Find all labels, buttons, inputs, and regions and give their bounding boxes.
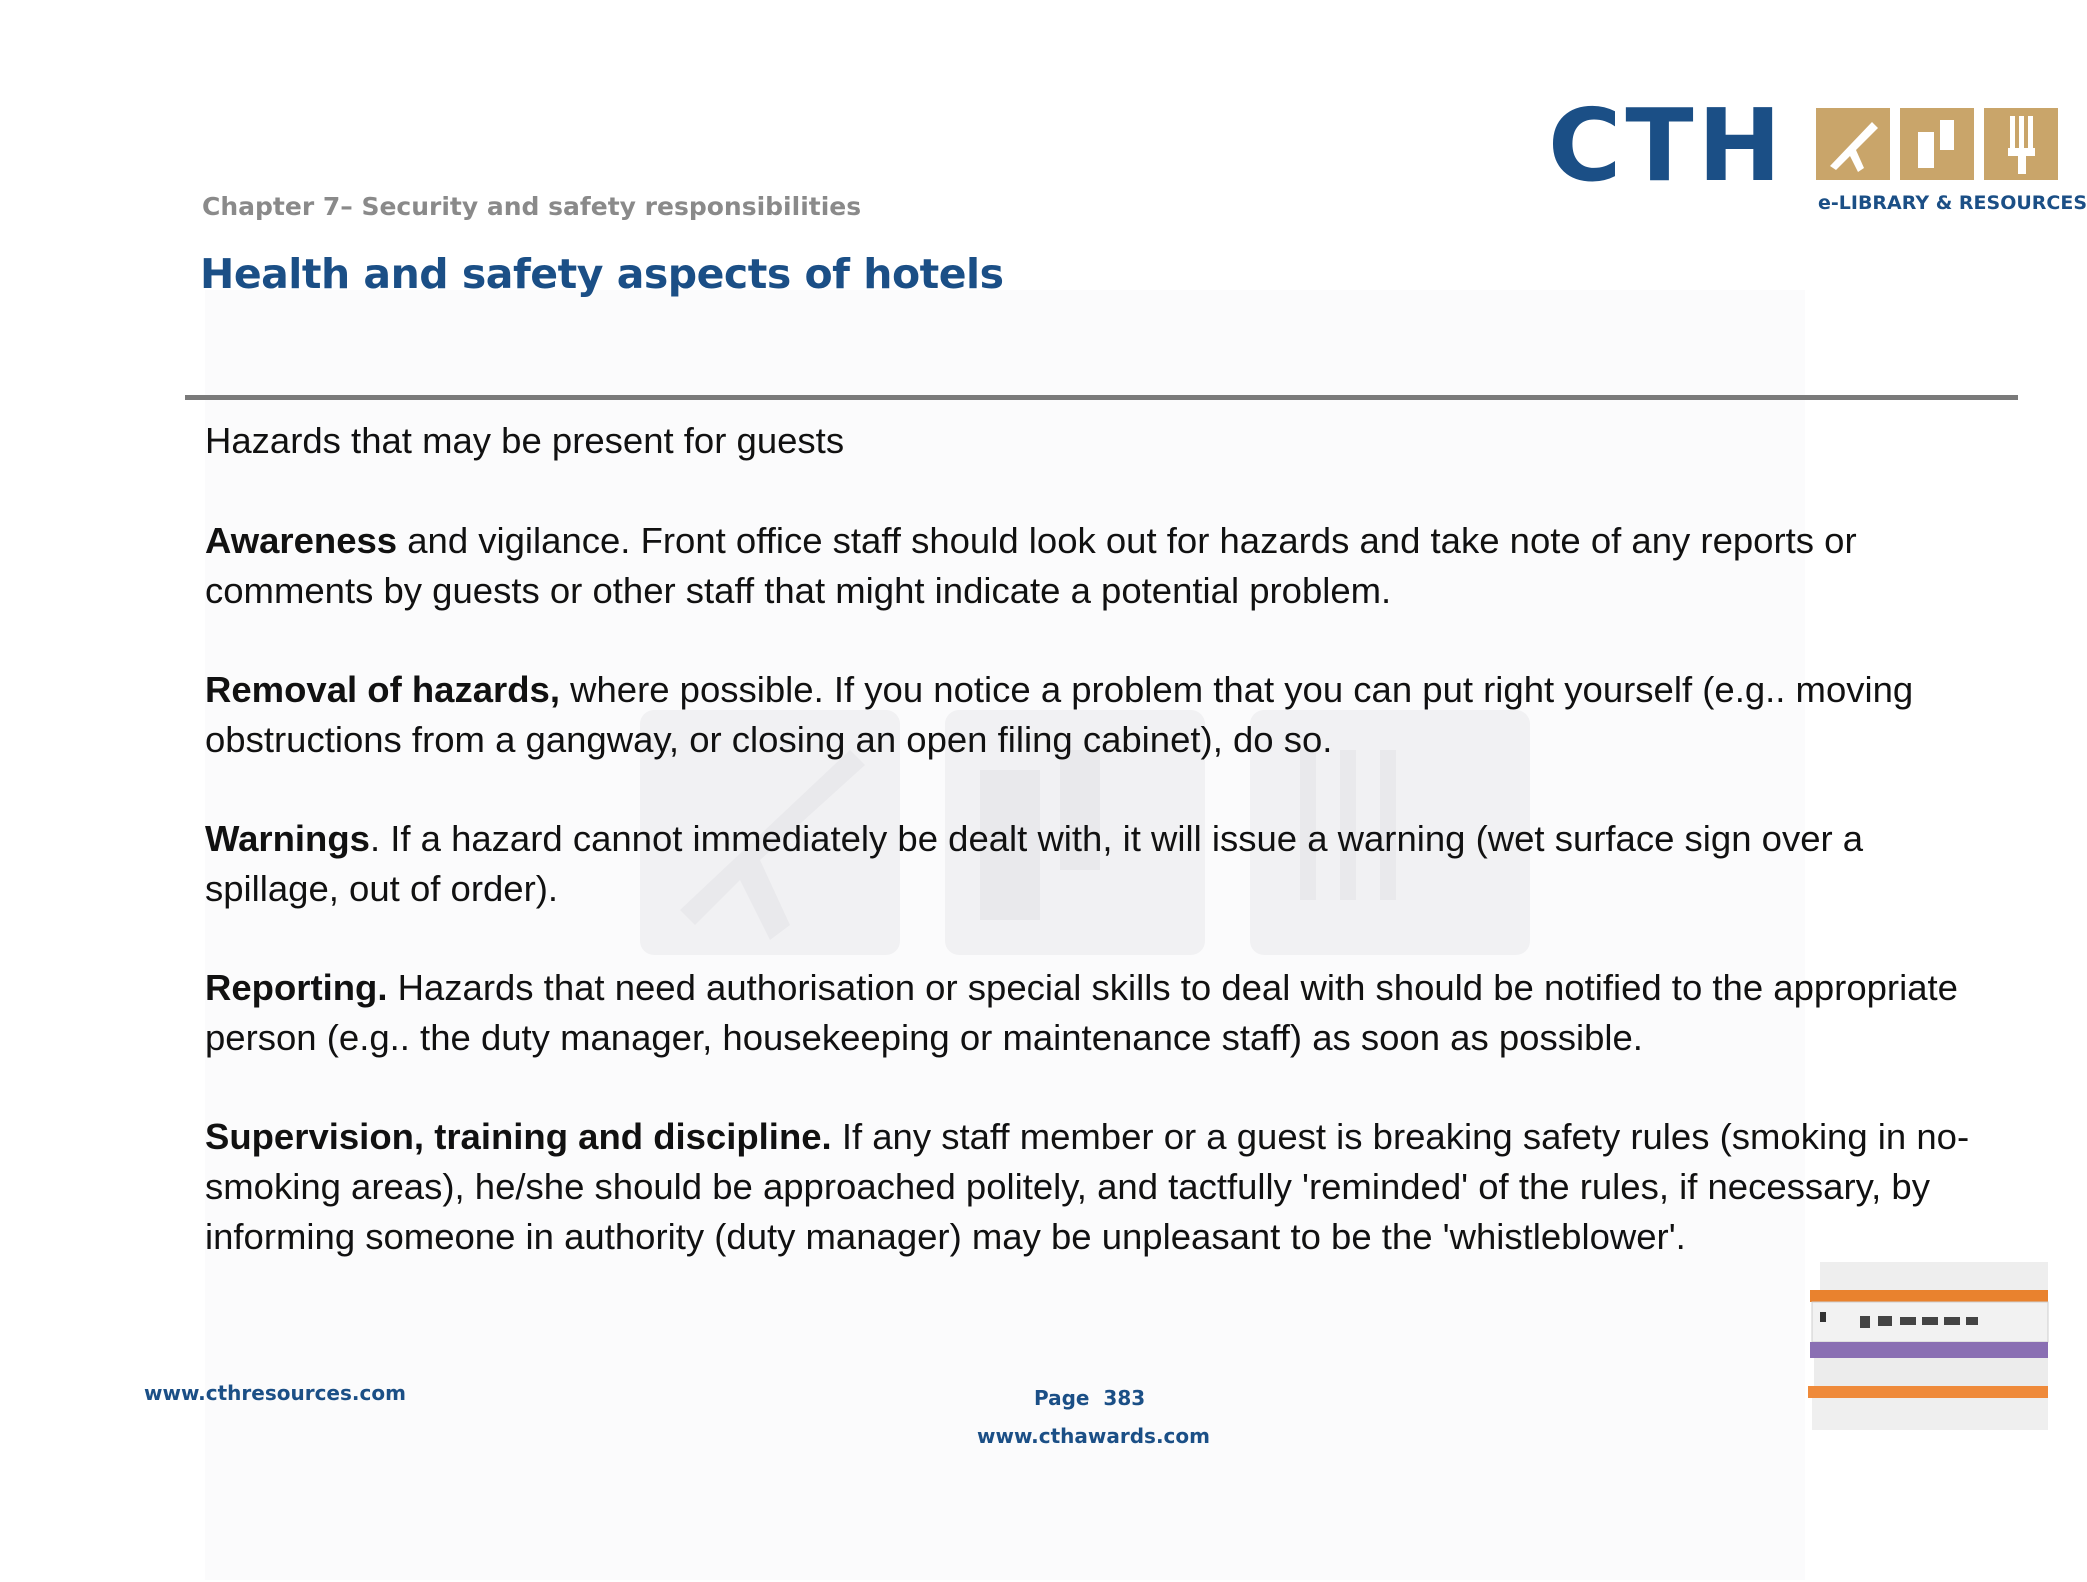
main-content <box>205 416 1995 1311</box>
logo-tiles <box>1816 108 2058 180</box>
paragraph-text: and vigilance. Front office staff should look out for hazards and take note of any reports or comments by guests or other staff that might indicate a potential problem. <box>205 520 1857 611</box>
paragraph-removal <box>205 665 1995 765</box>
footer-resources-link[interactable]: www.cthresources.com <box>144 1381 406 1405</box>
paragraph-text: . If a hazard cannot immediately be dealt with, it will issue a warning (wet surface sign over a spillage, out of order). <box>205 818 1864 909</box>
cth-logo <box>1548 87 2087 226</box>
header-divider <box>185 395 2018 400</box>
logo-wordmark: CTH <box>1548 87 1786 204</box>
paragraph-awareness <box>205 516 1995 616</box>
chapter-label: Chapter 7– Security and safety responsibilities <box>202 192 862 221</box>
plane-icon <box>1816 108 1890 180</box>
paragraph-text: where possible. If you notice a problem that you can put right yourself (e.g.. moving obstructions from a gangway, or closing an open filing cabinet), do so. <box>205 669 1914 760</box>
paragraph-text: Hazards that need authorisation or special skills to deal with should be notified to the appropriate person (e.g.. the duty manager, housekeeping or maintenance staff) as soon as possible. <box>205 967 1958 1058</box>
paragraph-lead: Removal of hazards, <box>205 669 560 710</box>
paragraph-supervision <box>205 1112 1995 1262</box>
paragraph-lead: Reporting. <box>205 967 388 1008</box>
section-subheading: Hazards that may be present for guests <box>205 420 845 461</box>
drink-icon <box>1900 108 1974 180</box>
paragraph-reporting <box>205 963 1995 1063</box>
page-number: Page 383 <box>1034 1386 1146 1410</box>
paragraph-text: If any staff member or a guest is breaking safety rules (smoking in no-smoking areas), he/she should be approached politely, and tactfully 'reminded' of the rules, if necessary, by informing someone in authority (duty manager) may be unpleasant to be the 'whistleblower'. <box>205 1116 1970 1257</box>
books-stack-image <box>1800 1262 2048 1432</box>
footer-awards-link[interactable]: www.cthawards.com <box>977 1424 1210 1448</box>
paragraph-lead: Warnings <box>205 818 370 859</box>
logo-subtitle: e-LIBRARY & RESOURCES <box>1818 192 2087 214</box>
paragraph-warnings <box>205 814 1995 914</box>
fork-icon <box>1984 108 2058 180</box>
page-title: Health and safety aspects of hotels <box>200 250 1004 298</box>
paragraph-lead: Supervision, training and discipline. <box>205 1116 832 1157</box>
paragraph-lead: Awareness <box>205 520 398 561</box>
